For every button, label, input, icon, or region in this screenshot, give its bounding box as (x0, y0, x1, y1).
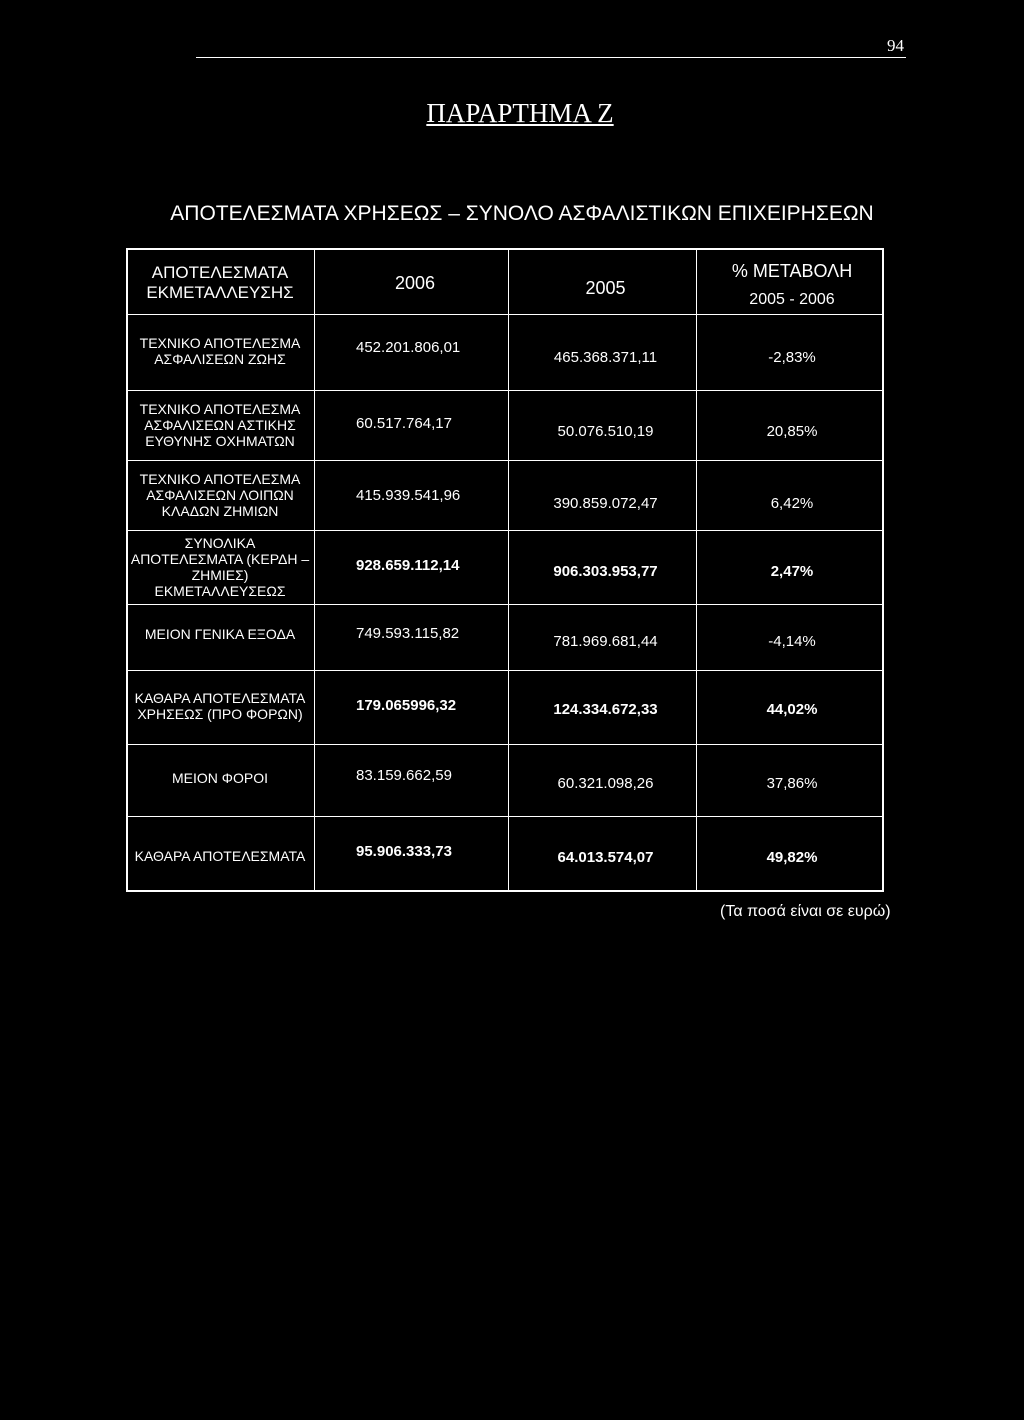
value-change: -4,14% (768, 633, 816, 650)
value-2005: 124.334.672,33 (553, 701, 658, 718)
row-divider (128, 670, 882, 671)
value-2006: 452.201.806,01 (356, 339, 461, 356)
appendix-title: ΠΑΡΑΡΤΗΜΑ Ζ (426, 98, 614, 128)
header-2005: 2005 (585, 278, 626, 298)
row-divider (128, 744, 882, 745)
row-label-motor: ΤΕΧΝΙΚΟ ΑΠΟΤΕΛΕΣΜΑ ΑΣΦΑΛΙΣΕΩΝ ΑΣΤΙΚΗΣ ΕΥΘΥΝΗΣ ΟΧΗΜΑΤΩΝ (139, 401, 301, 449)
row-label-pretax: ΚΑΘΑΡΑ ΑΠΟΤΕΛΕΣΜΑΤΑ ΧΡΗΣΕΩΣ (ΠΡΟ ΦΟΡΩΝ) (134, 690, 306, 722)
row-label-total: ΣΥΝΟΛΙΚΑ ΑΠΟΤΕΛΕΣΜΑΤΑ (ΚΕΡΔΗ – ΖΗΜΙΕΣ) ΕΚΜΕΤΑΛΛΕΥΣΕΩΣ (130, 535, 310, 599)
header-change: % ΜΕΤΑΒΟΛΗ (731, 261, 853, 281)
value-2005: 906.303.953,77 (553, 563, 658, 580)
header-label: ΑΠΟΤΕΛΕΣΜΑΤΑ ΕΚΜΕΤΑΛΛΕΥΣΗΣ (146, 263, 294, 302)
row-divider (128, 390, 882, 391)
row-label-general-expenses: ΜΕΙΟΝ ΓΕΝΙΚΑ ΕΞΟΔΑ (144, 626, 296, 642)
currency-note: (Τα ποσά είναι σε ευρώ) (720, 903, 891, 920)
value-2006: 749.593.115,82 (356, 625, 460, 642)
header-2006: 2006 (394, 273, 436, 293)
row-divider (128, 314, 882, 315)
column-divider (314, 250, 315, 890)
row-divider (128, 460, 882, 461)
value-2005: 50.076.510,19 (557, 423, 654, 440)
value-change: 20,85% (766, 423, 818, 440)
page-number: 94 (887, 36, 904, 55)
value-change: 6,42% (770, 495, 814, 512)
value-2005: 781.969.681,44 (553, 633, 658, 650)
row-divider (128, 816, 882, 817)
value-2006: 179.065996,32 (356, 697, 457, 714)
header-rule (196, 57, 906, 58)
value-change: 2,47% (770, 563, 814, 580)
value-change: 44,02% (766, 701, 818, 718)
row-divider (128, 604, 882, 605)
value-2006: 928.659.112,14 (356, 557, 460, 574)
results-table (126, 248, 884, 892)
value-2005: 465.368.371,11 (553, 349, 658, 366)
row-label-other: ΤΕΧΝΙΚΟ ΑΠΟΤΕΛΕΣΜΑ ΑΣΦΑΛΙΣΕΩΝ ΛΟΙΠΩΝ ΚΛΑΔΩΝ ΖΗΜΙΩΝ (139, 471, 301, 519)
value-change: -2,83% (768, 349, 816, 366)
page-title: ΑΠΟΤΕΛΕΣΜΑΤΑ ΧΡΗΣΕΩΣ – ΣΥΝΟΛΟ ΑΣΦΑΛΙΣΤΙΚΩΝ ΕΠΙΧΕΙΡΗΣΕΩΝ (170, 202, 874, 225)
row-label-taxes: ΜΕΙΟΝ ΦΟΡΟΙ (172, 770, 268, 786)
row-divider (128, 530, 882, 531)
value-2006: 415.939.541,96 (356, 487, 461, 504)
row-label-net: ΚΑΘΑΡΑ ΑΠΟΤΕΛΕΣΜΑΤΑ (134, 848, 306, 864)
value-2005: 60.321.098,26 (557, 775, 654, 792)
value-2006: 60.517.764,17 (356, 415, 452, 432)
value-change: 49,82% (766, 849, 818, 866)
value-2005: 390.859.072,47 (553, 495, 658, 512)
value-2006: 95.906.333,73 (356, 843, 452, 860)
value-2006: 83.159.662,59 (356, 767, 452, 784)
value-change: 37,86% (766, 775, 818, 792)
value-2005: 64.013.574,07 (557, 849, 654, 866)
header-change-years: 2005 - 2006 (749, 291, 835, 308)
row-label-life: ΤΕΧΝΙΚΟ ΑΠΟΤΕΛΕΣΜΑ ΑΣΦΑΛΙΣΕΩΝ ΖΩΗΣ (139, 335, 301, 367)
